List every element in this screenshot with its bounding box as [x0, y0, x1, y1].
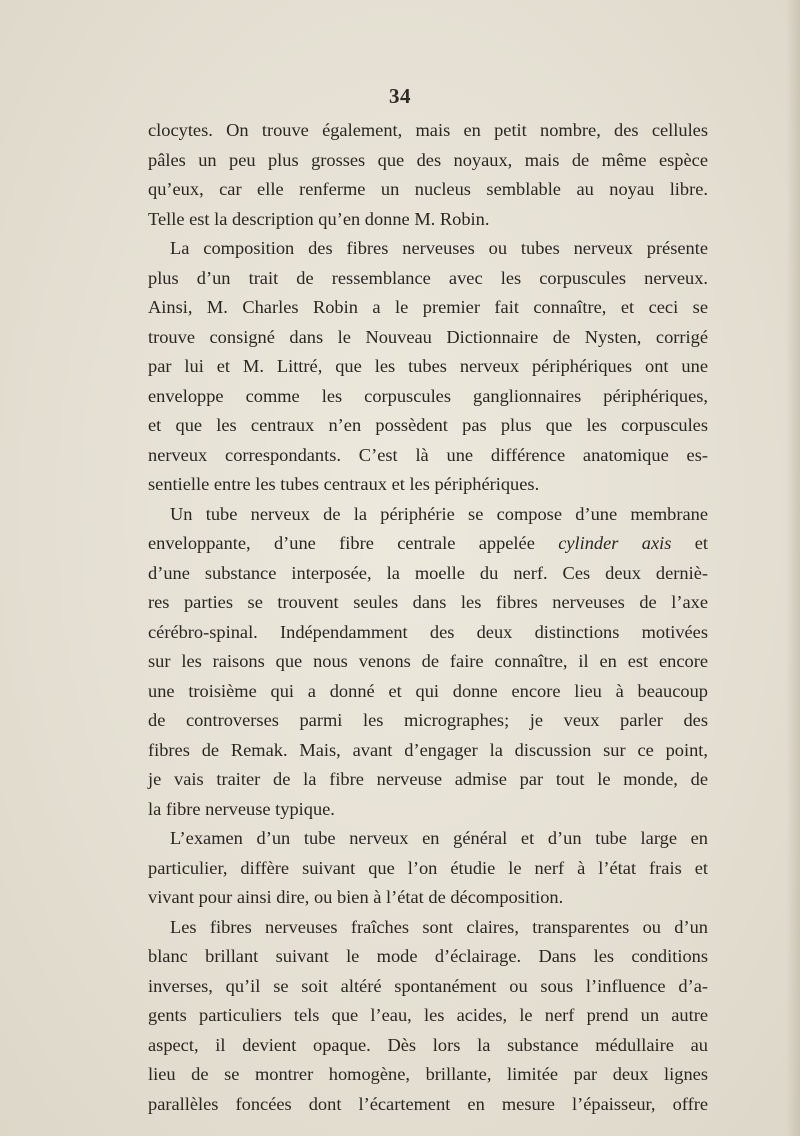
- text-line: La composition des fibres nerveuses ou tubes nerveux présente: [170, 238, 708, 258]
- text-line: cérébro-spinal. Indépendamment des deux distinctions motivées: [148, 621, 708, 642]
- text-line: Les fibres nerveuses fraîches sont claires, transparentes ou d’un: [170, 916, 708, 937]
- text-line: lieu de se montrer homogène, brillante, limitée par deux lignes: [148, 1064, 708, 1084]
- text-segment: enveloppante, d’une fibre centrale appelée: [148, 533, 559, 553]
- text-line: par lui et M. Littré, que les tubes nerveux périphériques ont une: [148, 356, 708, 376]
- text-line: la fibre nerveuse typique.: [148, 798, 335, 819]
- text-segment: et: [671, 533, 708, 553]
- text-line: inverses, qu’il se soit altéré spontanément ou sous l’influence d’a-: [148, 975, 708, 996]
- text-line: Ainsi, M. Charles Robin a le premier fait connaître, et ceci se: [148, 297, 708, 317]
- text-line: parallèles foncées dont l’écartement en mesure l’épaisseur, offre: [148, 1093, 708, 1114]
- text-line: plus d’un trait de ressemblance avec les corpuscules nerveux.: [148, 267, 708, 288]
- text-line: fibres de Remak. Mais, avant d’engager la discussion sur ce point,: [148, 739, 708, 760]
- text-line: de controverses parmi les micrographes; je veux parler des: [148, 710, 708, 730]
- page-edge-shadow: [786, 0, 800, 1136]
- text-line: res parties se trouvent seules dans les fibres nerveuses de l’axe: [148, 592, 708, 612]
- text-line: nerveux correspondants. C’est là une différence anatomique es-: [148, 444, 708, 465]
- text-line: clocytes. On trouve également, mais en petit nombre, des cellules: [148, 120, 708, 140]
- text-line: trouve consigné dans le Nouveau Dictionnaire de Nysten, corrigé: [148, 326, 708, 347]
- text-line: d’une substance interposée, la moelle du nerf. Ces deux derniè-: [148, 562, 708, 583]
- text-line: L’examen d’un tube nerveux en général et d’un tube large en: [170, 828, 708, 848]
- text-line: enveloppe comme les corpuscules ganglionnaires périphériques,: [148, 385, 708, 406]
- text-line: sur les raisons que nous venons de faire connaître, il en est encore: [148, 651, 708, 671]
- text-line: blanc brillant suivant le mode d’éclairage. Dans les conditions: [148, 946, 708, 966]
- body-text: [148, 116, 708, 1119]
- text-line: aspect, il devient opaque. Dès lors la substance médullaire au: [148, 1034, 708, 1055]
- text-line: pâles un peu plus grosses que des noyaux, mais de même espèce: [148, 149, 708, 170]
- text-line: je vais traiter de la fibre nerveuse admise par tout le monde, de: [148, 769, 708, 789]
- text-line: qu’eux, car elle renferme un nucleus semblable au noyau libre.: [148, 179, 708, 199]
- text-line: Telle est la description qu’en donne M. Robin.: [148, 208, 490, 229]
- italic-term: cylinder axis: [558, 533, 672, 553]
- text-line: particulier, diffère suivant que l’on étudie le nerf à l’état frais et: [148, 857, 708, 878]
- text-line: vivant pour ainsi dire, ou bien à l’état de décomposition.: [148, 887, 564, 907]
- page-number: 34: [389, 84, 411, 108]
- text-line-with-italic: [148, 529, 708, 559]
- text-line: et que les centraux n’en possèdent pas plus que les corpuscules: [148, 415, 708, 435]
- text-line: sentielle entre les tubes centraux et les périphériques.: [148, 474, 540, 494]
- text-line: gents particuliers tels que l’eau, les acides, le nerf prend un autre: [148, 1005, 708, 1025]
- text-line: Un tube nerveux de la périphérie se compose d’une membrane: [170, 503, 708, 524]
- text-line: une troisième qui a donné et qui donne encore lieu à beaucoup: [148, 680, 708, 701]
